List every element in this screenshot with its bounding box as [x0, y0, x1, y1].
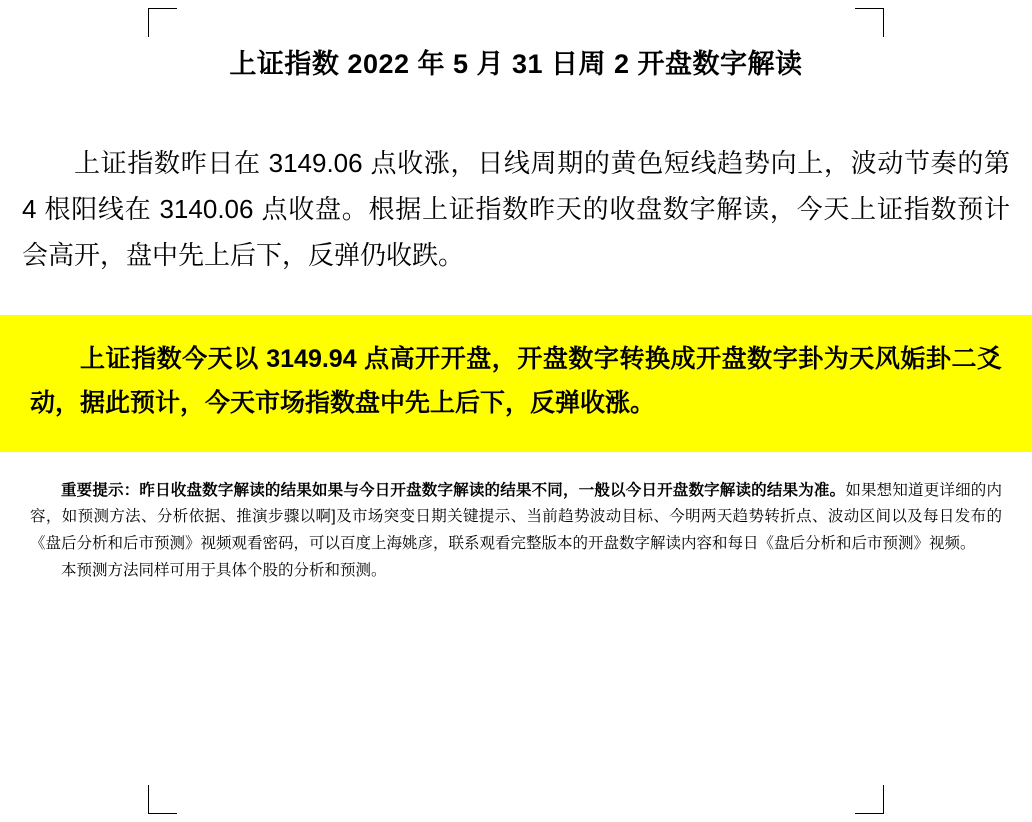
footnote-secondary: 本预测方法同样可用于具体个股的分析和预测。: [61, 561, 387, 579]
crop-mark-bottom-left: [148, 785, 177, 814]
footnote-important-bold: 重要提示：昨日收盘数字解读的结果如果与今日开盘数字解读的结果不同，一般以今日开盘数字解读的结果为准。: [61, 481, 846, 499]
crop-mark-bottom-right: [855, 785, 884, 814]
page-title: 上证指数 2022 年 5 月 31 日周 2 开盘数字解读: [229, 49, 803, 79]
footnotes: [16, 478, 1016, 585]
document-content: [0, 30, 1032, 584]
footnote-important-rest: 如果想知道更详细的内容，如预测方法、分析依据、推演步骤以啊]及市场突变日期关键提示、当前趋势波动目标、今明两天趋势转折点、波动区间以及每日发布的《盘后分析和后市预测》视频观看密码，可以百度上海姚彦，联系观看完整版本的开盘数字解读内容和每日《盘后分析和后市预测》视频。: [30, 481, 1002, 552]
footnote-important: [30, 478, 1002, 558]
highlight-text: 上证指数今天以 3149.94 点高开开盘，开盘数字转换成开盘数字卦为天风姤卦二爻动，据此预计，今天市场指数盘中先上后下，反弹收涨。: [30, 344, 1002, 418]
highlight-block: [0, 315, 1032, 452]
lead-paragraph: 上证指数昨日在 3149.06 点收涨，日线周期的黄色短线趋势向上，波动节奏的第 4 根阳线在 3140.06 点收盘。根据上证指数昨天的收盘数字解读，今天上证指数预计会高开，盘中先上后下，反弹仍收跌。: [22, 147, 1010, 271]
